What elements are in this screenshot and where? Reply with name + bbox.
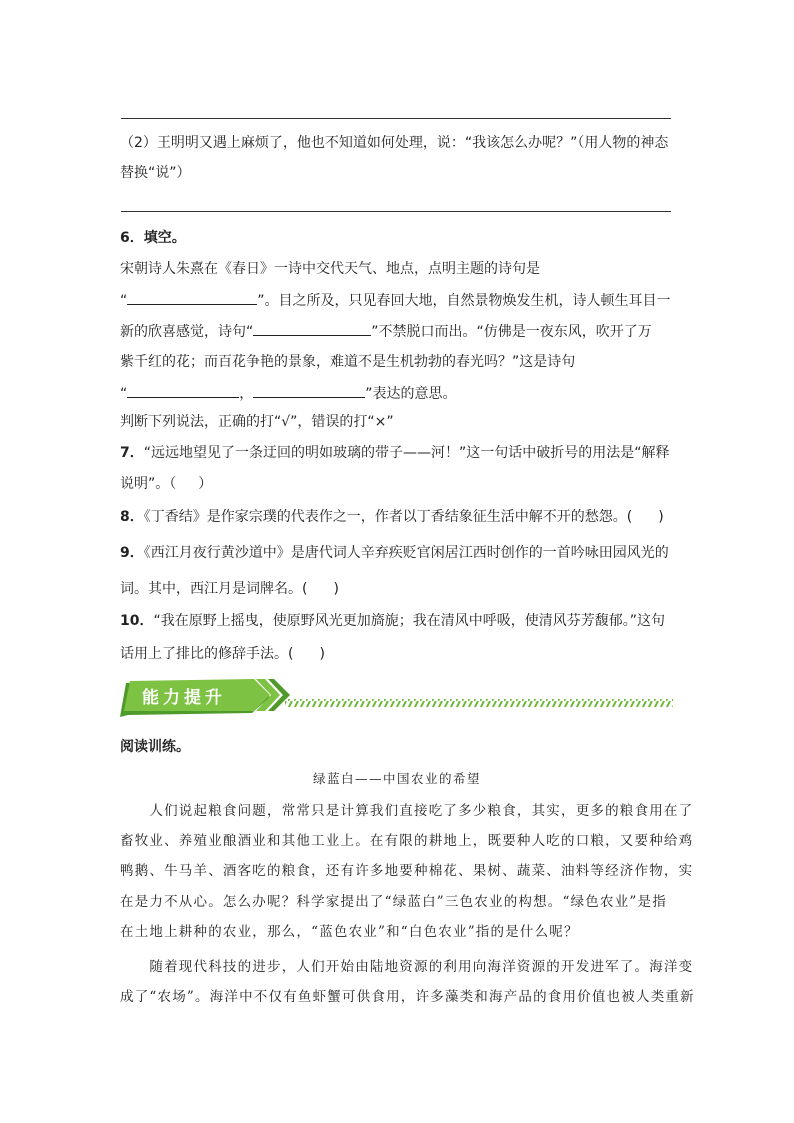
q6-heading: 6．填空。 <box>120 230 186 246</box>
q6-blank-1[interactable] <box>127 290 257 305</box>
q9-line-1 <box>120 543 680 563</box>
q6-quote-open-2: “ <box>120 386 128 402</box>
q6-line-3-b: ”不禁脱口而出。“仿佛是一夜东风，吹开了万 <box>371 324 652 340</box>
q10-line-1 <box>120 611 680 631</box>
q8-number: 8． <box>120 509 144 525</box>
q6-line-3-a: 新的欣喜感觉，诗句“ <box>120 324 254 340</box>
q7-number: 7． <box>120 445 144 461</box>
banner-label: 能力提升 <box>142 688 226 708</box>
q2-line-1: （2）王明明又遇上麻烦了，他也不知道如何处理，说：“我该怎么办呢？”（用人物的神态 <box>120 135 669 151</box>
q6-comma: ， <box>239 386 254 402</box>
reading-title: 绿蓝白——中国农业的希望 <box>312 771 481 786</box>
q8-line <box>120 507 680 527</box>
q6-line-5 <box>120 383 680 404</box>
q6-line-2-rest: ”。目之所及，只见春回大地，自然景物焕发生机，诗人顿生耳目一 <box>257 293 671 309</box>
q8-text-a: 《丁香结》是作家宗璞的代表作之一，作者以丁香结象征生活中解不开的愁怨。( <box>143 509 633 525</box>
banner-hatch-strip <box>285 699 673 707</box>
q6-quote-open: “ <box>120 293 128 309</box>
q6-line-1: 宋朝诗人朱熹在《春日》一诗中交代天气、地点，点明主题的诗句是 <box>120 261 540 277</box>
reading-line-4: 在是力不从心。怎么办呢？科学家提出了“绿蓝白”三色农业的构想。“绿色农业”是指 <box>120 894 667 910</box>
q10-line-2-b: ) <box>319 646 325 662</box>
q8-text-b: ) <box>658 509 664 525</box>
section-banner <box>120 677 675 719</box>
reading-heading: 阅读训练。 <box>120 739 190 755</box>
q7-line-2-b: ） <box>198 476 213 492</box>
q9-number: 9． <box>120 545 144 561</box>
answer-line-q2 <box>121 211 671 212</box>
q7-text: “远远地望见了一条迂回的明如玻璃的带子——河！”这一句话中破折号的用法是“解释 <box>143 445 670 461</box>
reading-line-5: 在土地上耕种的农业，那么，“蓝色农业”和“白色农业”指的是什么呢？ <box>120 924 579 940</box>
answer-line-q1 <box>121 118 671 119</box>
q10-line-2 <box>120 644 680 664</box>
judge-intro: 判断下列说法，正确的打“√”，错误的打“×” <box>120 414 394 430</box>
q6-line-5-rest: ”表达的意思。 <box>365 386 457 402</box>
q10-text: “我在原野上摇曳，使原野风光更加旖旎；我在清风中呼吸，使清风芬芳馥郁。”这句 <box>153 613 665 629</box>
q7-line-1 <box>120 443 680 463</box>
q6-line-4: 紫千红的花；而百花争艳的景象，难道不是生机勃勃的春光吗？”这是诗句 <box>120 354 576 370</box>
reading-line-1: 人们说起粮食问题，常常只是计算我们直接吃了多少粮食，其实，更多的粮食用在了 <box>120 803 694 819</box>
q10-number: 10． <box>120 613 154 629</box>
q2-line-2: 替换“说”） <box>120 165 191 181</box>
q6-blank-4[interactable] <box>253 383 365 398</box>
q9-line-2-a: 词。其中，西江月是词牌名。( <box>120 581 308 597</box>
q7-line-2 <box>120 474 680 494</box>
q9-line-2 <box>120 579 680 599</box>
q10-line-2-a: 话用上了排比的修辞手法。( <box>120 646 294 662</box>
q9-text: 《西江月夜行黄沙道中》是唐代词人辛弃疾贬官闲居江西时创作的一首吟咏田园风光的 <box>143 545 669 561</box>
q6-line-2 <box>120 290 680 311</box>
q6-line-3 <box>120 321 680 342</box>
q9-line-2-b: ) <box>333 581 339 597</box>
q7-line-2-a: 说明”。（ <box>120 476 177 492</box>
q6-blank-3[interactable] <box>127 383 239 398</box>
q6-blank-2[interactable] <box>253 321 371 336</box>
reading-line-6: 随着现代科技的进步，人们开始由陆地资源的利用向海洋资源的开发进军了。海洋变 <box>120 959 694 975</box>
reading-line-7: 成了“农场”。海洋中不仅有鱼虾蟹可供食用，许多藻类和海产品的食用价值也被人类重新 <box>120 989 695 1005</box>
reading-line-3: 鸭鹅、牛马羊、酒客吃的粮食，还有许多地要种棉花、果树、蔬菜、油料等经济作物，实 <box>120 863 694 879</box>
reading-line-2: 畜牧业、养殖业酿酒业和其他工业上。在有限的耕地上，既要种人吃的口粮，又要种给鸡 <box>120 833 694 849</box>
